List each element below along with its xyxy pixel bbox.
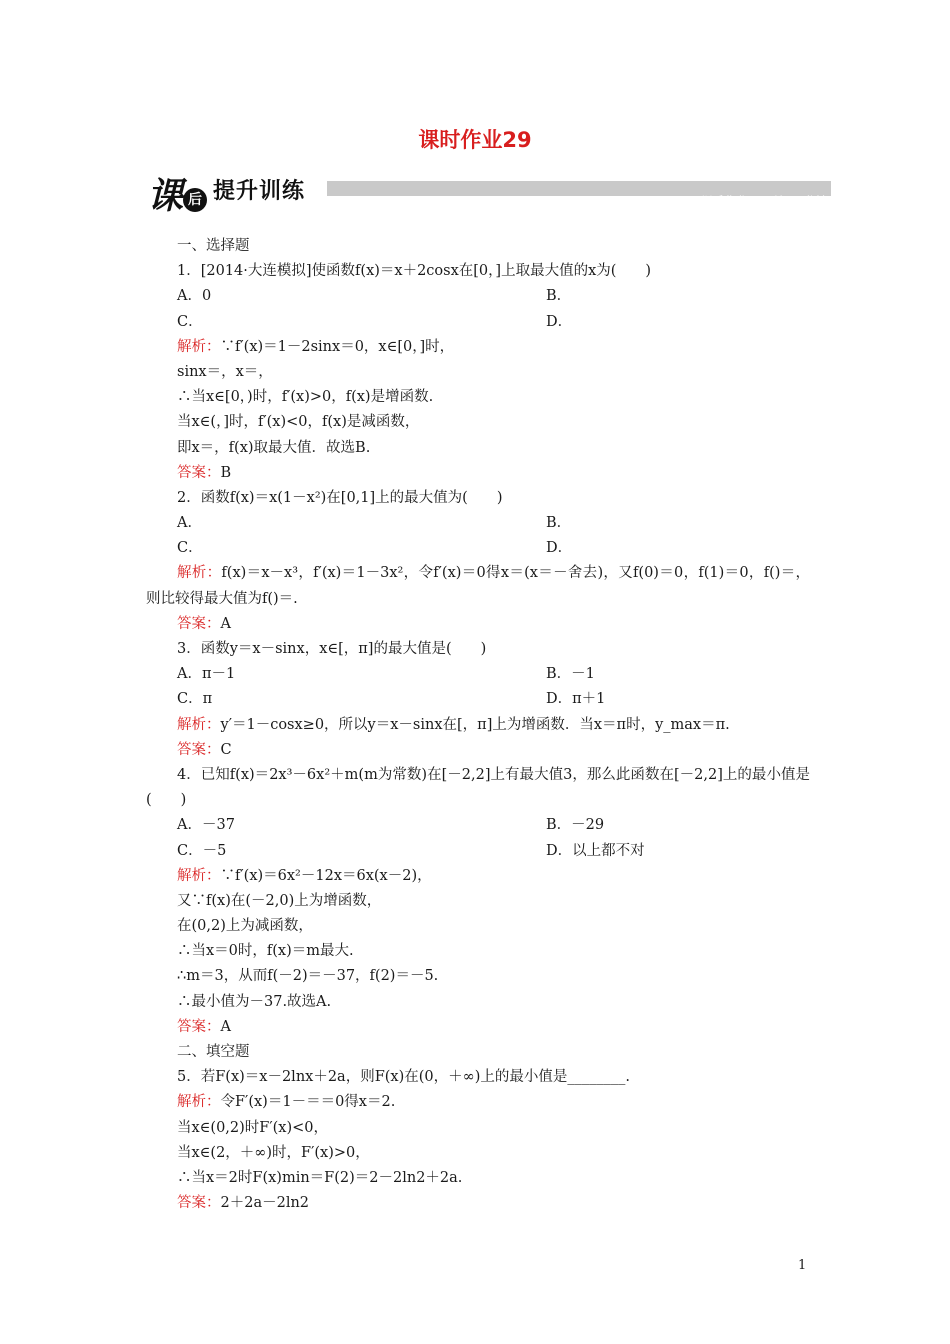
option-row <box>146 284 810 309</box>
text-line <box>146 738 810 763</box>
option-row <box>146 511 810 536</box>
text-line <box>146 1191 810 1216</box>
line-text: 2＋2a－2ln2 <box>220 1195 310 1212</box>
option-left: C．－5 <box>177 842 227 859</box>
section-heading: 提升训练 <box>213 179 306 204</box>
option-right: B．－29 <box>546 817 605 834</box>
option-right: D． <box>546 313 573 330</box>
text-line <box>146 763 810 813</box>
line-text: ∴m＝3，从而f(－2)＝－37，f(2)＝－5. <box>177 968 439 985</box>
text-line <box>146 990 810 1015</box>
line-text: ∵f′(x)＝6x²－12x＝6x(x－2)， <box>220 867 432 884</box>
text-line <box>146 259 810 284</box>
line-text: A <box>220 615 231 632</box>
line-text: 当x∈(，]时，f′(x)<0，f(x)是减函数， <box>177 414 420 431</box>
text-line <box>146 864 810 889</box>
option-left: C． <box>177 313 203 330</box>
text-line <box>146 385 810 410</box>
option-row <box>146 662 810 687</box>
line-text: y′＝1－cosx≥0，所以y＝x－sinx在[，π]上为增函数．当x＝π时，y_max＝π. <box>220 716 730 733</box>
answer-label: 答案： <box>177 464 221 481</box>
option-row <box>146 687 810 712</box>
line-text: 一、选择题 <box>177 238 250 254</box>
option-right: B． <box>546 288 572 305</box>
option-right: D．π＋1 <box>546 691 606 708</box>
text-line <box>146 461 810 486</box>
line-text: 令F′(x)＝1－＝＝0得x＝2. <box>220 1094 396 1111</box>
line-text: f(x)＝x－x³，f′(x)＝1－3x²，令f′(x)＝0得x＝(x＝－舍去)，又f(0)＝0，f(1)＝0，f()＝，则比较得最大值为f()＝. <box>146 565 811 607</box>
answer-label: 解析： <box>177 867 221 884</box>
text-line <box>146 964 810 989</box>
text-line <box>146 360 810 385</box>
option-row <box>146 310 810 335</box>
option-right: B．－1 <box>546 666 595 683</box>
answer-label: 解析： <box>177 716 221 733</box>
banner-bar <box>327 181 831 208</box>
text-line <box>146 914 810 939</box>
line-text: 当x∈(0,2)时F′(x)<0， <box>177 1119 329 1136</box>
document-body <box>146 234 810 1216</box>
banner-logo: 课 <box>147 175 184 217</box>
option-row <box>146 813 810 838</box>
text-line <box>146 1065 810 1090</box>
section-banner <box>145 168 835 217</box>
line-text: 3．函数y＝x－sinx，x∈[，π]的最大值是( ) <box>177 641 487 658</box>
text-line <box>146 1166 810 1191</box>
line-text: 二、填空题 <box>177 1044 250 1061</box>
option-left: C．π <box>177 691 213 708</box>
text-line <box>146 410 810 435</box>
line-text: ∵f′(x)＝1－2sinx＝0，x∈[0，]时， <box>220 338 455 355</box>
answer-label: 解析： <box>177 565 222 582</box>
text-line <box>146 436 810 461</box>
line-text: ∴最小值为－37.故选A. <box>177 993 332 1010</box>
option-right: D． <box>546 540 573 557</box>
line-text: 1．[2014·大连模拟]使函数f(x)＝x＋2cosx在[0，]上取最大值的x为( ) <box>177 263 652 280</box>
line-text: 2．函数f(x)＝x(1－x²)在[0,1]上的最大值为( ) <box>177 489 503 506</box>
option-row <box>146 839 810 864</box>
text-line <box>146 637 810 662</box>
option-right: D．以上都不对 <box>546 842 645 859</box>
text-line <box>146 1090 810 1115</box>
answer-label: 解析： <box>177 1094 221 1111</box>
line-text: 当x∈(2，＋∞)时，F′(x)>0， <box>177 1144 370 1161</box>
banner-logo-badge: 后 <box>183 188 207 212</box>
option-row <box>146 536 810 561</box>
option-left: A．0 <box>177 288 212 305</box>
text-line <box>146 939 810 964</box>
text-line <box>146 889 810 914</box>
answer-label: 答案： <box>177 741 221 758</box>
line-text: 5．若F(x)＝x－2lnx＋2a，则F(x)在(0，＋∞)上的最小值是________. <box>177 1069 630 1086</box>
page-number: 1 <box>798 1258 807 1273</box>
option-left: A．－37 <box>177 817 235 834</box>
answer-label: 答案： <box>177 1195 221 1212</box>
answer-label: 解析： <box>177 338 221 355</box>
text-line <box>146 1040 810 1065</box>
line-text: sinx＝，x＝， <box>177 363 273 380</box>
banner-tag: 课后作业·日日清|35分钟 <box>701 194 827 208</box>
line-text: C <box>220 741 232 758</box>
line-text: ∴当x∈[0，)时，f′(x)>0，f(x)是增函数. <box>177 389 434 406</box>
option-left: A． <box>177 515 202 532</box>
option-left: C． <box>177 540 203 557</box>
line-text: B <box>220 464 232 481</box>
text-line <box>146 1141 810 1166</box>
line-text: 又∵f(x)在(－2,0)上为增函数， <box>177 892 382 909</box>
text-line <box>146 1116 810 1141</box>
option-right: B． <box>546 515 572 532</box>
option-left: A．π－1 <box>177 666 236 683</box>
text-line <box>146 1015 810 1040</box>
text-line <box>146 486 810 511</box>
line-text: 在(0,2)上为减函数， <box>177 918 313 935</box>
line-text: A <box>220 1018 231 1035</box>
line-text: ∴当x＝2时F(x)min＝F(2)＝2－2ln2＋2a. <box>177 1169 463 1186</box>
text-line <box>146 561 810 611</box>
text-line <box>146 234 810 259</box>
answer-label: 答案： <box>177 615 221 632</box>
answer-label: 答案： <box>177 1018 221 1035</box>
text-line <box>146 335 810 360</box>
page-title: 课时作业29 <box>418 128 532 152</box>
line-text: 4．已知f(x)＝2x³－6x²＋m(m为常数)在[－2,2]上有最大值3，那么此函数在[－2,2]上的最小值是( ) <box>146 766 810 809</box>
text-line <box>146 612 810 637</box>
line-text: 即x＝，f(x)取最大值．故选B. <box>177 439 371 456</box>
text-line <box>146 713 810 738</box>
line-text: ∴当x＝0时，f(x)＝m最大. <box>177 943 354 960</box>
